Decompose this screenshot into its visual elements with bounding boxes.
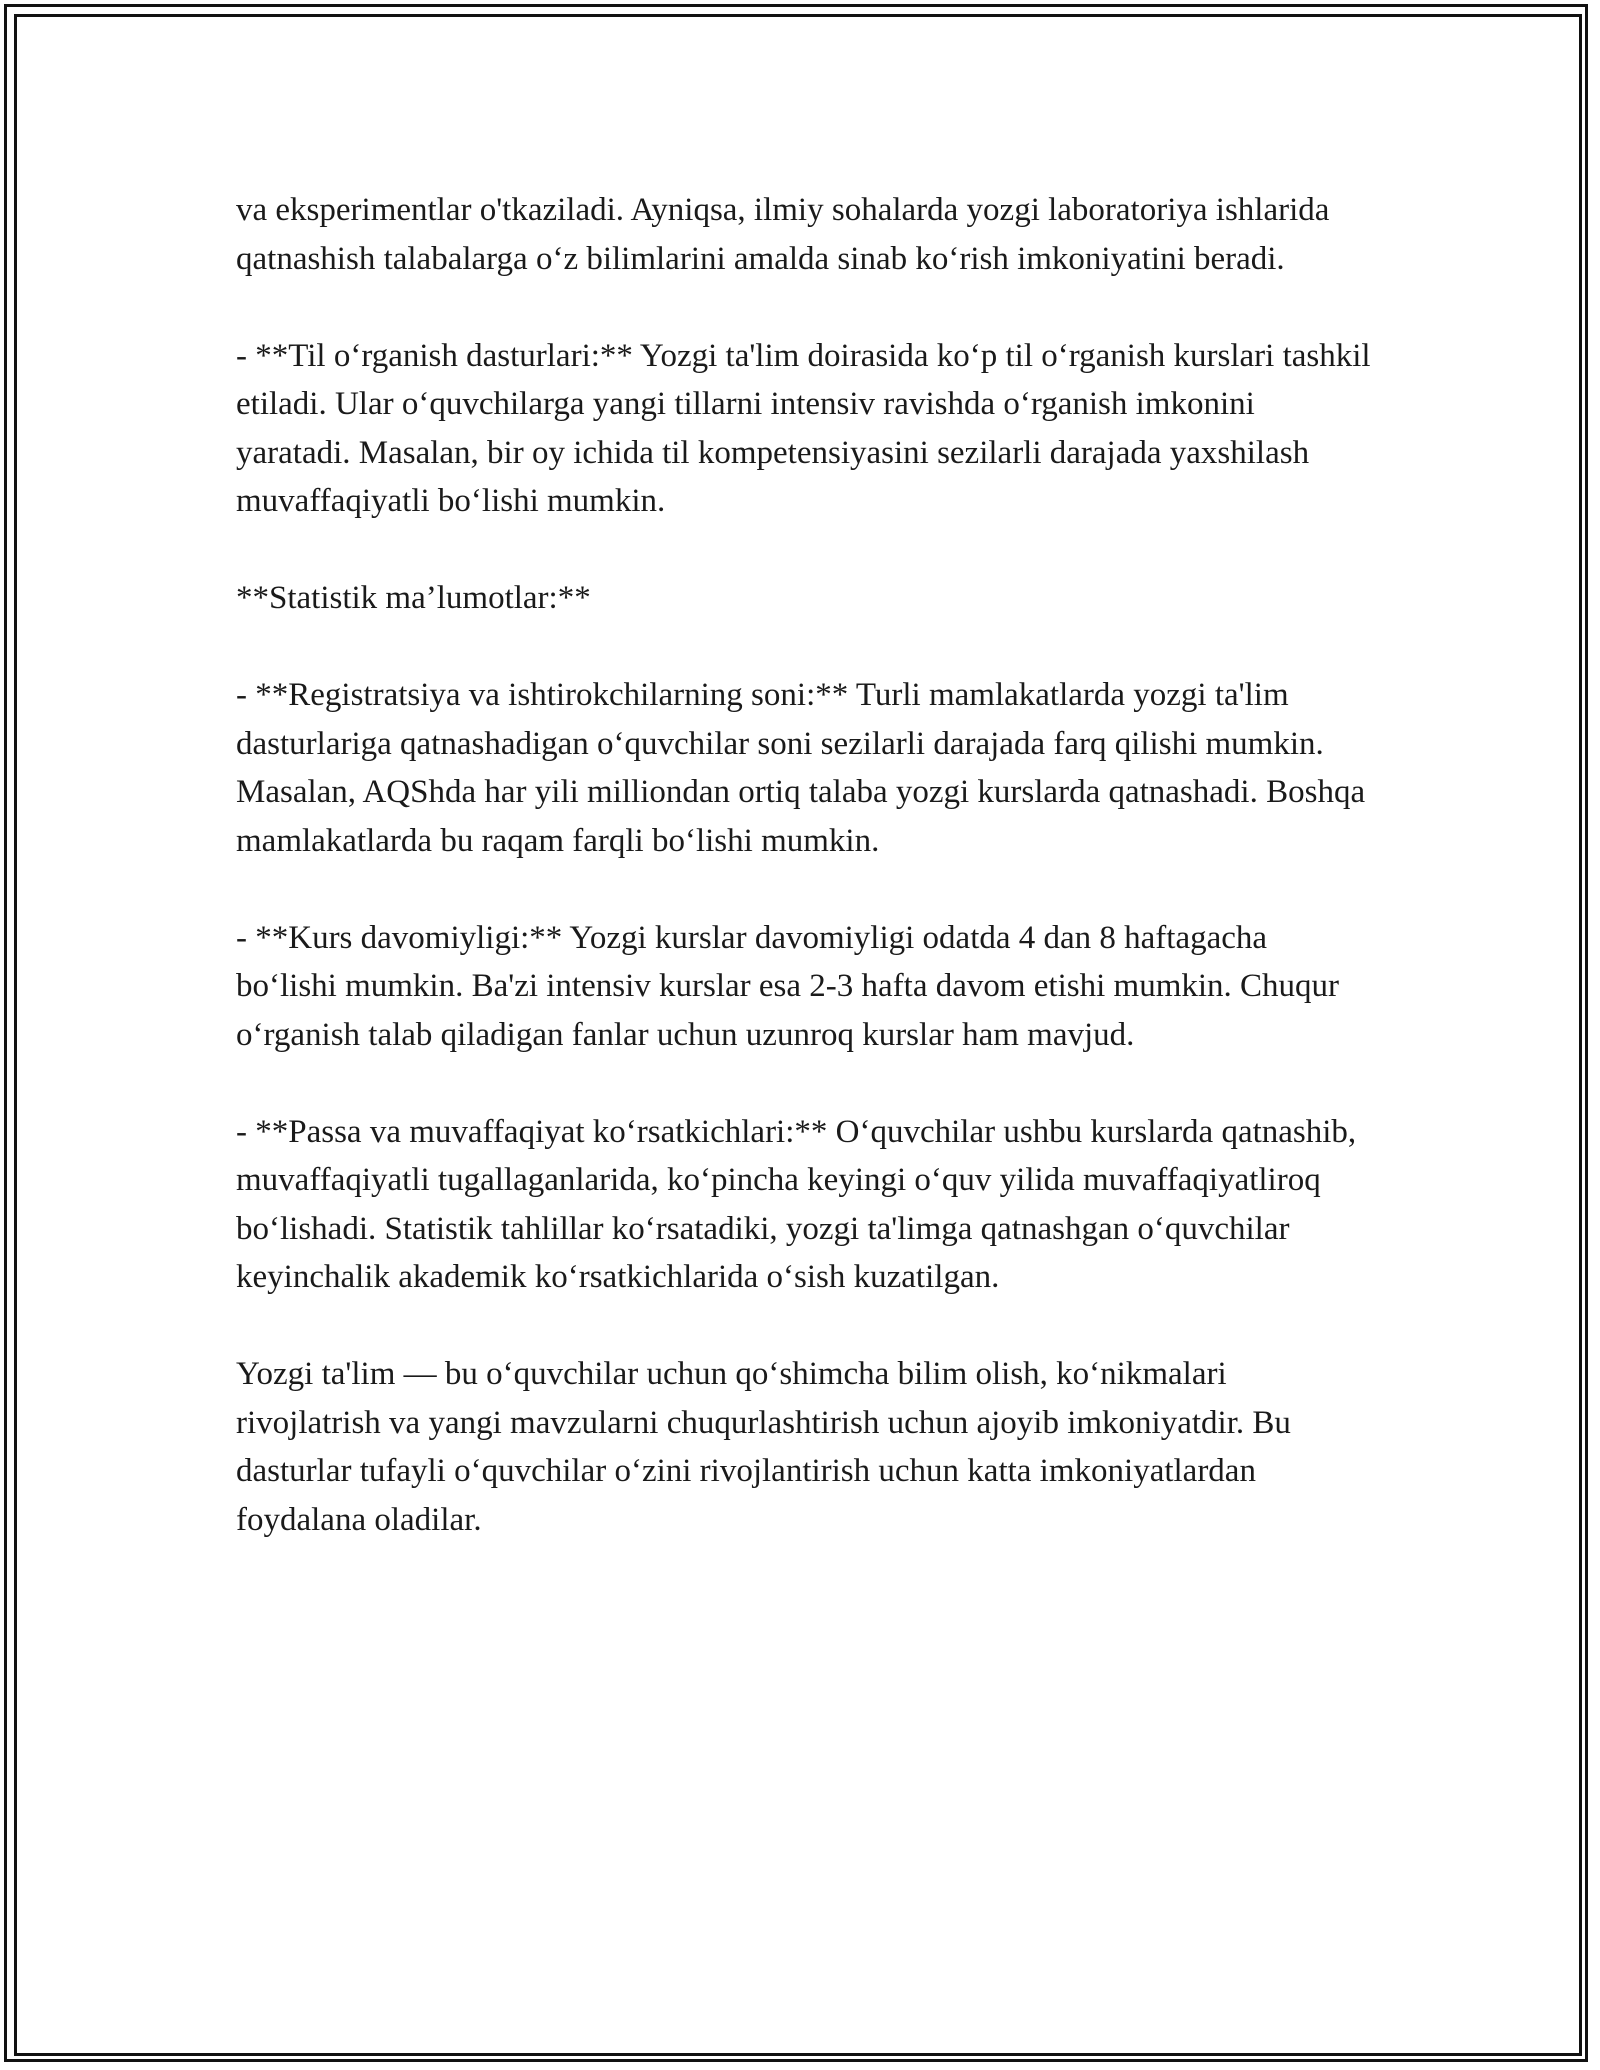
paragraph-language-programs: - **Til o‘rganish dasturlari:** Yozgi ta'lim doirasida ko‘p til o‘rganish kurslari tashkil etiladi. Ular o‘quvchilarga yangi tillarni intensiv ravishda o‘rganish imkonini yaratadi. Masalan, bir oy ichida til kompetensiyasini sezilarli darajada yaxshilash muvaffaqiyatli bo‘lishi mumkin. bbox=[236, 337, 1371, 519]
paragraph-course-duration: - **Kurs davomiyligi:** Yozgi kurslar davomiyligi odatda 4 dan 8 haftagacha bo‘lishi mumkin. Ba'zi intensiv kurslar esa 2-3 hafta davom etishi mumkin. Chuqur o‘rganish talab qiladigan fanlar uchun uzunroq kurslar ham mavjud. bbox=[236, 919, 1340, 1053]
paragraph-lab-experiments: va eksperimentlar o'tkaziladi. Ayniqsa, ilmiy sohalarda yozgi laboratoriya ishlarida qatnashish talabalarga o‘z bilimlarini amalda sinab ko‘rish imkoniyatini beradi. bbox=[236, 192, 1330, 277]
paragraph-registration: - **Registratsiya va ishtirokchilarning soni:** Turli mamlakatlarda yozgi ta'lim dasturlariga qatnashadigan o‘quvchilar soni sezilarli darajada farq qilishi mumkin. Masalan, AQShda har yili milliondan ortiq talaba yozgi kurslarda qatnashadi. Boshqa mamlakatlarda bu raqam farqli bo‘lishi mumkin. bbox=[236, 677, 1366, 859]
paragraph-conclusion: Yozgi ta'lim — bu o‘quvchilar uchun qo‘shimcha bilim olish, ko‘nikmalari rivojlatrish va yangi mavzularni chuqurlashtirish uchun ajoyib imkoniyatdir. Bu dasturlar tufayli o‘quvchilar o‘zini rivojlantirish uchun katta imkoniyatlardan foydalana oladilar. bbox=[236, 1356, 1291, 1538]
heading-statistics: **Statistik ma’lumotlar:** bbox=[236, 580, 591, 616]
paragraph-success-indicators: - **Passa va muvaffaqiyat ko‘rsatkichlari:** O‘quvchilar ushbu kurslarda qatnashib, muvaffaqiyatli tugallaganlarida, ko‘pincha keyingi o‘quv yilida muvaffaqiyatliroq bo‘lishadi. Statistik tahlillar ko‘rsatadiki, yozgi ta'limga qatnashgan o‘quvchilar keyinchalik akademik ko‘rsatkichlarida o‘sish kuzatilgan. bbox=[236, 1113, 1357, 1295]
document-body bbox=[236, 186, 1376, 1593]
